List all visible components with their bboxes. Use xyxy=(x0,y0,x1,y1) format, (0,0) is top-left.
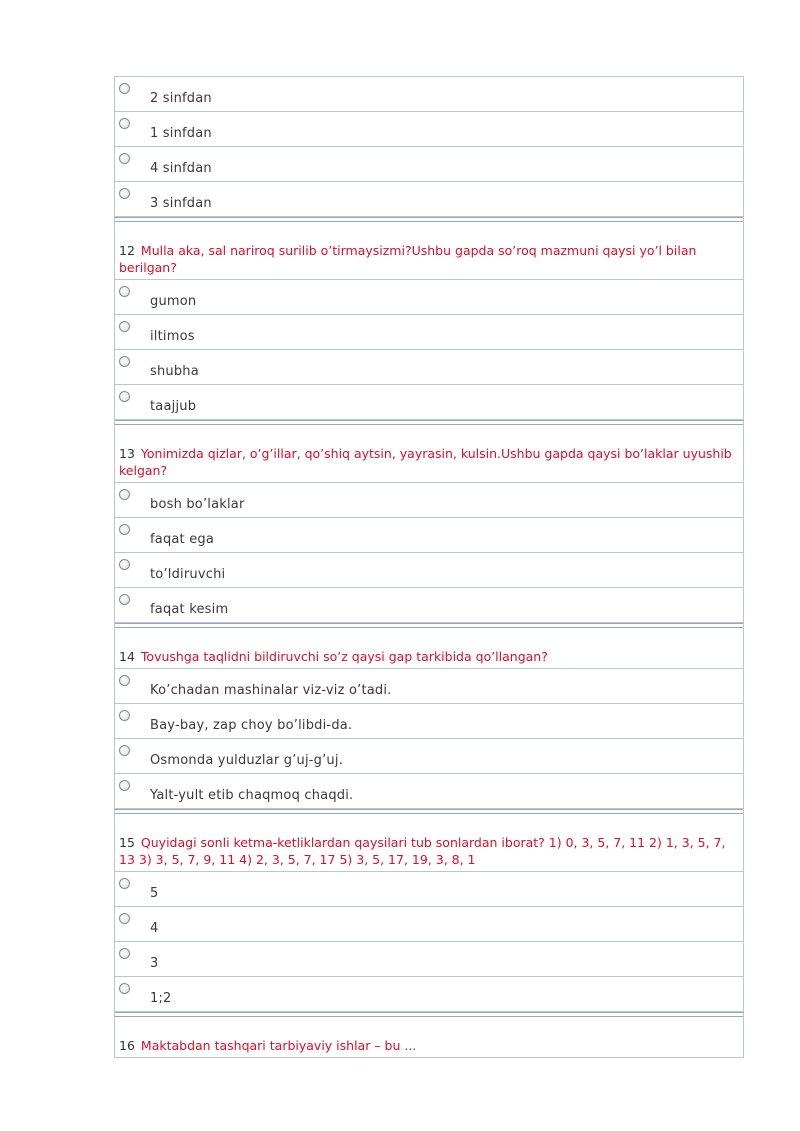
answer-option[interactable] xyxy=(115,553,743,588)
radio-button-icon[interactable] xyxy=(119,948,130,959)
answer-option[interactable] xyxy=(115,739,743,774)
answer-option[interactable] xyxy=(115,483,743,518)
answer-option-label: 4 xyxy=(150,921,159,936)
question-text xyxy=(115,425,743,483)
answer-option-label: to’ldiruvchi xyxy=(150,567,226,582)
question-text xyxy=(115,814,743,872)
answer-option[interactable] xyxy=(115,112,743,147)
answer-option[interactable] xyxy=(115,315,743,350)
radio-button-icon[interactable] xyxy=(119,321,130,332)
radio-button-icon[interactable] xyxy=(119,118,130,129)
answer-option-label: 5 xyxy=(150,886,159,901)
answer-option-label: Bay-bay, zap choy bo’libdi-da. xyxy=(150,718,353,733)
question-text xyxy=(115,222,743,280)
radio-button-icon[interactable] xyxy=(119,153,130,164)
answer-option-label: 1;2 xyxy=(150,991,172,1006)
radio-button-icon[interactable] xyxy=(119,710,130,721)
radio-button-icon[interactable] xyxy=(119,780,130,791)
answer-option[interactable] xyxy=(115,907,743,942)
answer-option-label: faqat kesim xyxy=(150,602,229,617)
answer-option-label: iltimos xyxy=(150,329,195,344)
radio-button-icon[interactable] xyxy=(119,983,130,994)
answer-option-label: Ko’chadan mashinalar viz-viz o’tadi. xyxy=(150,683,392,698)
radio-button-icon[interactable] xyxy=(119,559,130,570)
answer-option[interactable] xyxy=(115,518,743,553)
radio-button-icon[interactable] xyxy=(119,878,130,889)
answer-option[interactable] xyxy=(115,588,743,623)
radio-button-icon[interactable] xyxy=(119,594,130,605)
answer-option[interactable] xyxy=(115,280,743,315)
answer-option[interactable] xyxy=(115,77,743,112)
answer-option[interactable] xyxy=(115,350,743,385)
radio-button-icon[interactable] xyxy=(119,83,130,94)
question-number: 14 xyxy=(119,649,135,664)
answer-option-label: bosh bo’laklar xyxy=(150,497,245,512)
answer-option-label: Yalt-yult etib chaqmoq chaqdi. xyxy=(150,788,354,803)
answer-option-label: 3 xyxy=(150,956,159,971)
answer-option-label: shubha xyxy=(150,364,199,379)
answer-option-label: 3 sinfdan xyxy=(150,196,212,211)
question-number: 15 xyxy=(119,835,135,850)
radio-button-icon[interactable] xyxy=(119,489,130,500)
answer-option-label: 2 sinfdan xyxy=(150,91,212,106)
answer-option[interactable] xyxy=(115,385,743,420)
radio-button-icon[interactable] xyxy=(119,188,130,199)
radio-button-icon[interactable] xyxy=(119,356,130,367)
answer-option-label: 1 sinfdan xyxy=(150,126,212,141)
answer-option[interactable] xyxy=(115,977,743,1012)
answer-option-label: taajjub xyxy=(150,399,197,414)
question-prompt: Mulla aka, sal nariroq surilib o’tirmaysizmi?Ushbu gapda so’roq mazmuni qaysi yo’l bilan berilgan? xyxy=(119,243,697,275)
answer-option[interactable] xyxy=(115,704,743,739)
radio-button-icon[interactable] xyxy=(119,391,130,402)
answer-option-label: faqat ega xyxy=(150,532,215,547)
question-number: 12 xyxy=(119,243,135,258)
question-prompt: Quyidagi sonli ketma-ketliklardan qaysilari tub sonlardan iborat? 1) 0, 3, 5, 7, 11 2) 1, 3, 5, 7, 13 3) 3, 5, 7, 9, 11 4) 2, 3, 5, 7, 17 5) 3, 5, 17, 19, 3, 8, 1 xyxy=(119,835,726,867)
answer-option[interactable] xyxy=(115,942,743,977)
question-prompt: Maktabdan tashqari tarbiyaviy ishlar – bu ... xyxy=(140,1038,417,1053)
answer-option-label: 4 sinfdan xyxy=(150,161,212,176)
radio-button-icon[interactable] xyxy=(119,286,130,297)
quiz-container xyxy=(114,76,744,1058)
radio-button-icon[interactable] xyxy=(119,913,130,924)
question-number: 13 xyxy=(119,446,135,461)
answer-option[interactable] xyxy=(115,147,743,182)
answer-option[interactable] xyxy=(115,669,743,704)
answer-option-label: gumon xyxy=(150,294,197,309)
answer-option[interactable] xyxy=(115,774,743,809)
question-text xyxy=(115,1017,743,1058)
answer-option[interactable] xyxy=(115,872,743,907)
answer-option-label: Osmonda yulduzlar g’uj-g’uj. xyxy=(150,753,344,768)
question-number: 16 xyxy=(119,1038,135,1053)
radio-button-icon[interactable] xyxy=(119,675,130,686)
question-prompt: Yonimizda qizlar, o’g’illar, qo’shiq aytsin, yayrasin, kulsin.Ushbu gapda qaysi bo’laklar uyushib kelgan? xyxy=(119,446,732,478)
radio-button-icon[interactable] xyxy=(119,745,130,756)
question-prompt: Tovushga taqlidni bildiruvchi so’z qaysi gap tarkibida qo’llangan? xyxy=(140,649,548,664)
radio-button-icon[interactable] xyxy=(119,524,130,535)
answer-option[interactable] xyxy=(115,182,743,217)
question-text xyxy=(115,628,743,669)
